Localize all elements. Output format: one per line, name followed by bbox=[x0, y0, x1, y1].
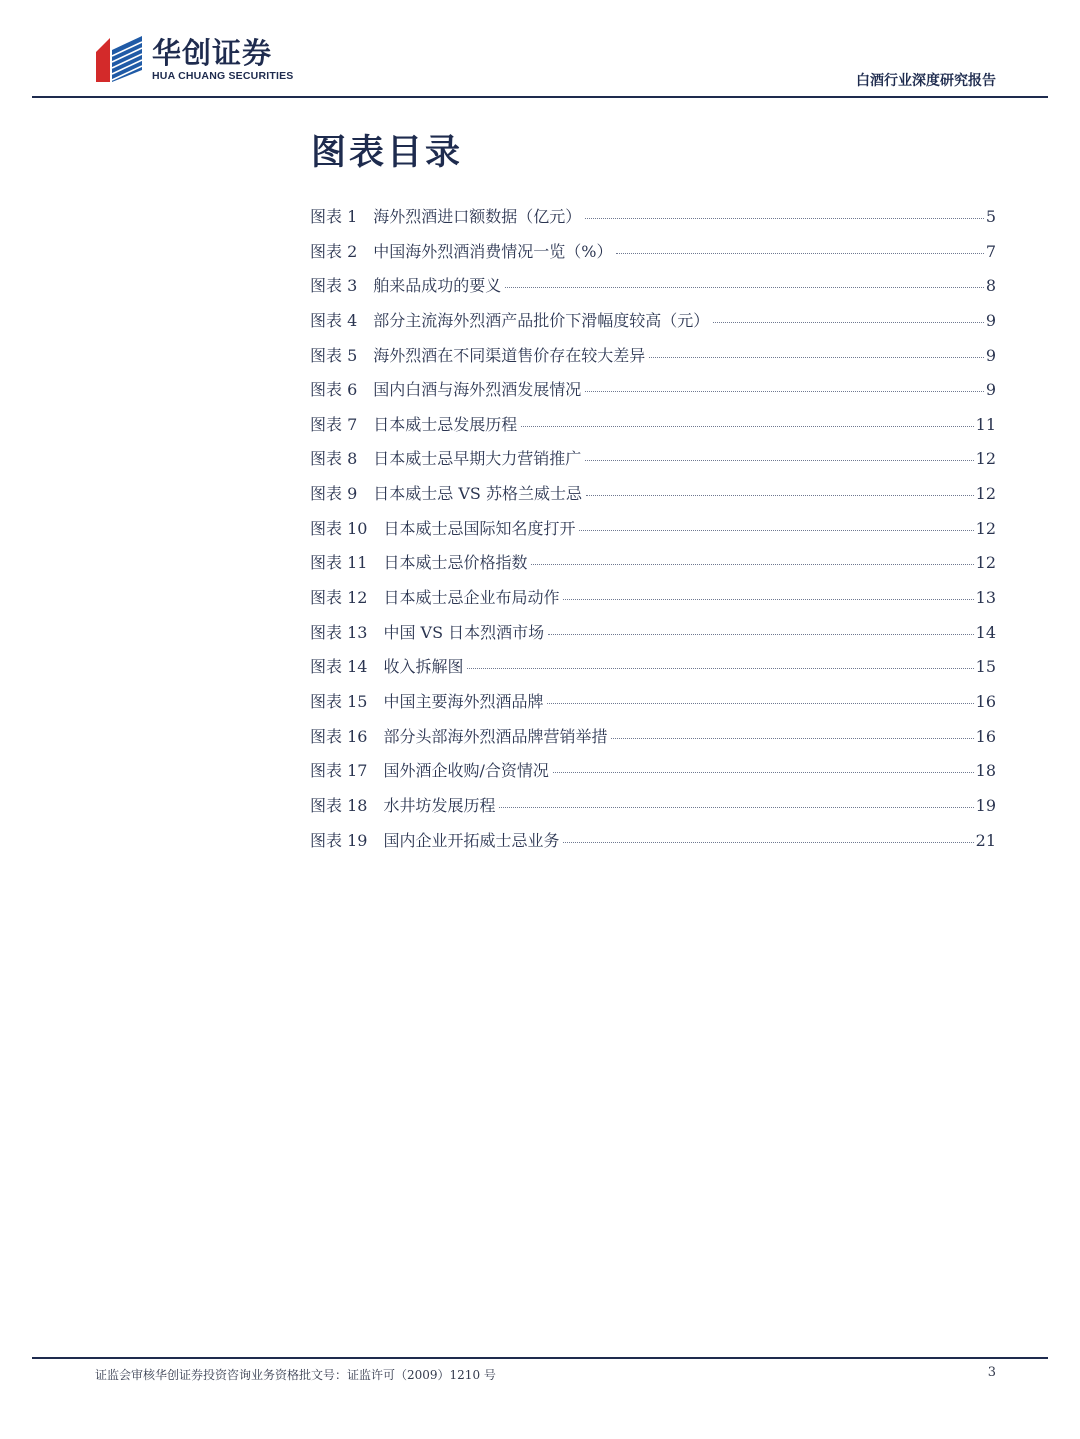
toc-entry-page[interactable]: 21 bbox=[975, 830, 996, 850]
toc-entry-label[interactable]: 图表 19 国内企业开拓威士忌业务 bbox=[310, 830, 560, 850]
toc-dot-leader bbox=[585, 460, 973, 461]
toc-dot-leader bbox=[505, 287, 984, 288]
report-type-label: 白酒行业深度研究报告 bbox=[856, 73, 996, 89]
toc-entry-page[interactable]: 11 bbox=[975, 414, 996, 434]
toc-title: 图表目录 bbox=[311, 133, 464, 173]
toc-dot-leader bbox=[531, 564, 973, 565]
toc-dot-leader bbox=[616, 253, 983, 254]
toc-entry-label[interactable]: 图表 10 日本威士忌国际知名度打开 bbox=[310, 518, 576, 538]
toc-dot-leader bbox=[649, 357, 984, 358]
toc-entry-label[interactable]: 图表 2 中国海外烈酒消费情况一览（%） bbox=[310, 241, 613, 261]
toc-entry-label[interactable]: 图表 7 日本威士忌发展历程 bbox=[310, 414, 518, 434]
toc-dot-leader bbox=[547, 703, 973, 704]
logo-chinese-name: 华创证券 bbox=[152, 36, 273, 70]
toc-entry-page[interactable]: 15 bbox=[975, 657, 996, 677]
toc-entry-label[interactable]: 图表 17 国外酒企收购/合资情况 bbox=[310, 761, 549, 781]
toc-dot-leader bbox=[586, 495, 974, 496]
toc-entry-label[interactable]: 图表 16 部分头部海外烈酒品牌营销举措 bbox=[310, 726, 608, 746]
toc-dot-leader bbox=[713, 322, 984, 323]
toc-entry[interactable] bbox=[310, 273, 996, 308]
page-number: 3 bbox=[987, 1365, 996, 1380]
logo-english-name: HUA CHUANG SECURITIES bbox=[152, 70, 294, 82]
toc-entry[interactable] bbox=[310, 654, 996, 689]
toc-entry-label[interactable]: 图表 18 水井坊发展历程 bbox=[310, 795, 496, 815]
toc-entry-page[interactable]: 9 bbox=[985, 380, 996, 400]
toc-dot-leader bbox=[611, 738, 973, 739]
toc-entry-label[interactable]: 图表 12 日本威士忌企业布局动作 bbox=[310, 588, 560, 608]
toc-entry-page[interactable]: 16 bbox=[975, 691, 996, 711]
toc-entry-label[interactable]: 图表 11 日本威士忌价格指数 bbox=[310, 553, 528, 573]
toc-entry-page[interactable]: 16 bbox=[975, 726, 996, 746]
toc-entry-label[interactable]: 图表 14 收入拆解图 bbox=[310, 657, 464, 677]
toc-entry-label[interactable]: 图表 13 中国 VS 日本烈酒市场 bbox=[310, 622, 545, 642]
toc-entry-page[interactable]: 12 bbox=[975, 449, 996, 469]
toc-entry[interactable] bbox=[310, 204, 996, 239]
toc-dot-leader bbox=[553, 772, 974, 773]
toc-entry-page[interactable]: 14 bbox=[975, 622, 996, 642]
toc-dot-leader bbox=[548, 634, 974, 635]
toc-entry[interactable] bbox=[310, 343, 996, 378]
toc-entry-page[interactable]: 7 bbox=[985, 241, 996, 261]
toc-dot-leader bbox=[585, 218, 984, 219]
toc-entry-page[interactable]: 9 bbox=[985, 310, 996, 330]
toc-entry[interactable] bbox=[310, 446, 996, 481]
toc-entry-page[interactable]: 12 bbox=[975, 553, 996, 573]
hua-chuang-logo-icon bbox=[96, 36, 144, 84]
toc-entry-label[interactable]: 图表 6 国内白酒与海外烈酒发展情况 bbox=[310, 380, 582, 400]
toc-entry-label[interactable]: 图表 4 部分主流海外烈酒产品批价下滑幅度较高（元） bbox=[310, 310, 710, 330]
toc-entry[interactable] bbox=[310, 828, 996, 863]
toc-entry[interactable] bbox=[310, 585, 996, 620]
toc-entry-page[interactable]: 8 bbox=[985, 276, 996, 296]
toc-entry-page[interactable]: 12 bbox=[975, 484, 996, 504]
toc-entry[interactable] bbox=[310, 481, 996, 516]
toc-entry-page[interactable]: 18 bbox=[975, 761, 996, 781]
toc-entry-page[interactable]: 12 bbox=[975, 518, 996, 538]
toc-entry-label[interactable]: 图表 3 舶来品成功的要义 bbox=[310, 276, 502, 296]
footer-license-text: 证监会审核华创证券投资咨询业务资格批文号：证监许可（2009）1210 号 bbox=[95, 1368, 496, 1382]
toc-entry[interactable] bbox=[310, 516, 996, 551]
toc-entry-label[interactable]: 图表 8 日本威士忌早期大力营销推广 bbox=[310, 449, 582, 469]
page-header bbox=[0, 0, 1080, 100]
toc-list bbox=[310, 204, 996, 862]
toc-dot-leader bbox=[563, 599, 973, 600]
toc-dot-leader bbox=[499, 807, 973, 808]
toc-dot-leader bbox=[467, 668, 973, 669]
toc-entry[interactable] bbox=[310, 758, 996, 793]
toc-entry-label[interactable]: 图表 5 海外烈酒在不同渠道售价存在较大差异 bbox=[310, 345, 646, 365]
toc-entry-page[interactable]: 13 bbox=[975, 588, 996, 608]
toc-dot-leader bbox=[521, 426, 973, 427]
toc-entry[interactable] bbox=[310, 377, 996, 412]
toc-entry[interactable] bbox=[310, 793, 996, 828]
toc-entry-label[interactable]: 图表 9 日本威士忌 VS 苏格兰威士忌 bbox=[310, 484, 582, 504]
toc-entry[interactable] bbox=[310, 550, 996, 585]
toc-entry[interactable] bbox=[310, 724, 996, 759]
footer-divider bbox=[32, 1357, 1048, 1359]
toc-entry-label[interactable]: 图表 15 中国主要海外烈酒品牌 bbox=[310, 691, 544, 711]
toc-dot-leader bbox=[585, 391, 984, 392]
header-divider bbox=[32, 96, 1048, 98]
toc-entry[interactable] bbox=[310, 689, 996, 724]
toc-entry-page[interactable]: 19 bbox=[975, 795, 996, 815]
toc-entry-label[interactable]: 图表 1 海外烈酒进口额数据（亿元） bbox=[310, 207, 582, 226]
toc-entry[interactable] bbox=[310, 239, 996, 274]
toc-entry[interactable] bbox=[310, 620, 996, 655]
toc-entry-page[interactable]: 5 bbox=[985, 207, 996, 226]
toc-entry[interactable] bbox=[310, 308, 996, 343]
toc-entry[interactable] bbox=[310, 412, 996, 447]
toc-dot-leader bbox=[579, 530, 973, 531]
toc-entry-page[interactable]: 9 bbox=[985, 345, 996, 365]
toc-dot-leader bbox=[563, 842, 973, 843]
